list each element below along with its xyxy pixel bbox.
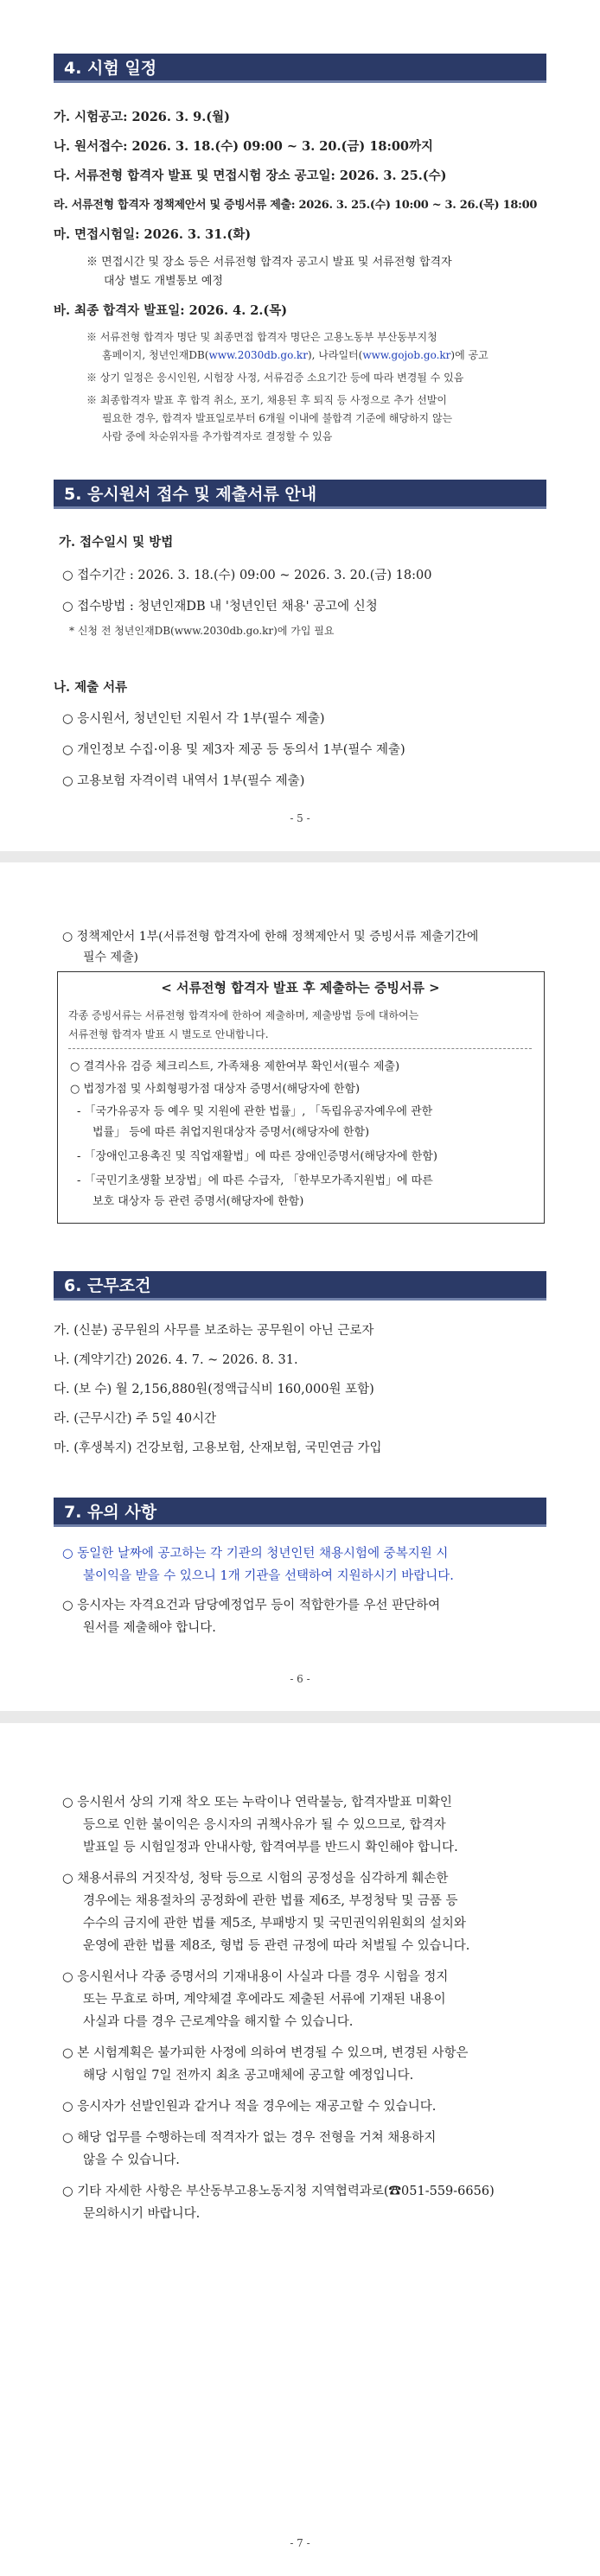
policy-proposal-line2: 필수 제출) <box>83 951 139 964</box>
notice-4-line3: 수수의 금지에 관한 법률 제5조, 부패방지 및 국민권익위원회의 설치와 <box>83 1917 466 1930</box>
box-item-3-line2: 법률」 등에 따른 취업지원대상자 증명서(해당자에 한함) <box>93 1126 370 1139</box>
notice-5-line3: 사실과 다를 경우 근로계약을 해지할 수 있습니다. <box>83 2015 354 2029</box>
link-2030db[interactable]: www.2030db.go.kr <box>208 349 308 361</box>
section-4-title: 4. 시험 일정 <box>54 54 546 83</box>
box-note-line1: 각종 증빙서류는 서류전형 합격자에 한하여 제출하며, 제출방법 등에 대하여는 <box>68 1009 419 1021</box>
notice-6-line2: 해당 시험일 7일 전까지 최초 공고매체에 공고할 예정입니다. <box>83 2069 414 2083</box>
interview-date: 마. 면접시험일: 2026. 3. 31.(화) <box>54 227 252 242</box>
notice-3-line3: 발표일 등 시험일정과 안내사항, 합격여부를 반드시 확인해야 합니다. <box>83 1841 458 1854</box>
interview-note-line2: 대상 별도 개별통보 예정 <box>104 275 223 288</box>
box-item-3-line1: - 「국가유공자 등 예우 및 지원에 관한 법률」, 「독립유공자예우에 관한 <box>77 1105 433 1118</box>
notice-3-line2: 등으로 인한 불이익은 응시자의 귀책사유가 될 수 있으므로, 합격자 <box>83 1818 446 1832</box>
submission-method: ○ 접수방법 : 청년인재DB 내 '청년인턴 채용' 공고에 신청 <box>62 600 378 614</box>
submission-method-heading: 가. 접수일시 및 방법 <box>59 535 174 550</box>
final-note1-text-b: ), 나라일터( <box>307 349 363 361</box>
evidence-documents-box <box>57 971 545 1224</box>
submission-period: ○ 접수기간 : 2026. 3. 18.(수) 09:00 ~ 2026. 3. 20.(금) 18:00 <box>62 569 432 582</box>
final-note3-line3: 사람 중에 차순위자를 추가합격자로 결정할 수 있음 <box>102 430 333 442</box>
notice-5-line2: 또는 무효로 하며, 계약체결 후에라도 제출된 서류에 기재된 내용이 <box>83 1993 446 2007</box>
document-item-3: ○ 고용보험 자격이력 내역서 1부(필수 제출) <box>62 774 305 788</box>
work-status: 가. (신분) 공무원의 사무를 보조하는 공무원이 아닌 근로자 <box>54 1324 374 1338</box>
notice-7: ○ 응시자가 선발인원과 같거나 적을 경우에는 재공고할 수 있습니다. <box>62 2100 437 2114</box>
submission-note: * 신청 전 청년인재DB(www.2030db.go.kr)에 가입 필요 <box>69 625 335 637</box>
box-item-1: ○ 결격사유 검증 체크리스트, 가족채용 제한여부 확인서(필수 제출) <box>70 1060 400 1073</box>
document-result-date: 다. 서류전형 합격자 발표 및 면접시험 장소 공고일: 2026. 3. 25.(수) <box>54 169 447 183</box>
box-note-line2: 서류전형 합격자 발표 시 별도로 안내합니다. <box>68 1028 269 1040</box>
contract-period: 나. (계약기간) 2026. 4. 7. ~ 2026. 8. 31. <box>54 1353 298 1367</box>
final-note3-line1: ※ 최종합격자 발표 후 합격 취소, 포기, 채용된 후 퇴직 등 사정으로 추가 선발이 <box>86 394 447 406</box>
notice-4-line2: 경우에는 채용절차의 공정화에 관한 법률 제6조, 부정청탁 및 금품 등 <box>83 1894 458 1908</box>
page-number-6: - 6 - <box>290 1673 310 1685</box>
notice-8-line2: 않을 수 있습니다. <box>83 2153 180 2167</box>
interview-note-line1: ※ 면접시간 및 장소 등은 서류전형 합격자 공고시 발표 및 서류전형 합격자 <box>86 256 452 269</box>
page-6 <box>0 862 600 1711</box>
notice-2-line1: ○ 응시자는 자격요건과 담당예정업무 등이 적합한가를 우선 판단하여 <box>62 1599 441 1612</box>
notice-4-line1: ○ 채용서류의 거짓작성, 청탁 등으로 시험의 공정성을 심각하게 훼손한 <box>62 1872 449 1886</box>
notice-3-line1: ○ 응시원서 상의 기재 착오 또는 누락이나 연락불능, 합격자발표 미확인 <box>62 1796 452 1810</box>
section-7-title: 7. 유의 사항 <box>54 1498 546 1527</box>
notice-2-line2: 원서를 제출해야 합니다. <box>83 1621 216 1635</box>
box-item-2: ○ 법정가점 및 사회형평가점 대상자 증명서(해당자에 한함) <box>70 1083 361 1096</box>
work-hours: 라. (근무시간) 주 5일 40시간 <box>54 1412 217 1426</box>
notice-1-line2: 불이익을 받을 수 있으니 1개 기관을 선택하여 지원하시기 바랍니다. <box>83 1569 454 1583</box>
document-item-1: ○ 응시원서, 청년인턴 지원서 각 1부(필수 제출) <box>62 712 325 726</box>
notice-5-line1: ○ 응시원서나 각종 증명서의 기재내용이 사실과 다를 경우 시험을 정지 <box>62 1970 449 1984</box>
box-item-4: - 「장애인고용촉진 및 직업재활법」에 따른 장애인증명서(해당자에 한함) <box>77 1150 437 1163</box>
notice-4-line4: 운영에 관한 법률 제8조, 형법 등 관련 규정에 따라 처벌될 수 있습니다. <box>83 1939 470 1953</box>
salary: 다. (보 수) 월 2,156,880원(정액급식비 160,000원 포함) <box>54 1383 374 1396</box>
notice-9-line1: ○ 기타 자세한 사항은 부산동부고용노동지청 지역협력과로(☎051-559-6656) <box>62 2185 495 2198</box>
box-item-5-line1: - 「국민기초생활 보장법」에 따른 수급자, 「한부모가족지원법」에 따른 <box>77 1174 433 1187</box>
final-note3-line2: 필요한 경우, 합격자 발표일로부터 6개월 이내에 불합격 기준에 해당하지 않는 <box>102 412 453 424</box>
link-gojob[interactable]: www.gojob.go.kr <box>362 349 451 361</box>
section-5-title: 5. 응시원서 접수 및 제출서류 안내 <box>54 480 546 509</box>
documents-heading: 나. 제출 서류 <box>54 680 128 695</box>
page-5 <box>0 0 600 851</box>
final-note1-text-c: )에 공고 <box>450 349 488 361</box>
notice-8-line1: ○ 해당 업무를 수행하는데 적격자가 없는 경우 전형을 거쳐 채용하지 <box>62 2131 437 2145</box>
page-number-5: - 5 - <box>290 812 310 824</box>
box-title: < 서류전형 합격자 발표 후 제출하는 증빙서류 > <box>161 980 440 995</box>
page-number-7: - 7 - <box>290 2537 310 2549</box>
welfare: 마. (후생복지) 건강보험, 고용보험, 산재보험, 국민연금 가입 <box>54 1441 382 1455</box>
final-note1-line2 <box>102 347 488 364</box>
notice-1-line1: ○ 동일한 날짜에 공고하는 각 기관의 청년인턴 채용시험에 중복지원 시 <box>62 1547 449 1561</box>
box-note-area <box>68 1005 532 1049</box>
policy-proposal-line1: ○ 정책제안서 1부(서류전형 합격자에 한해 정책제안서 및 증빙서류 제출기간에 <box>62 930 479 944</box>
notice-9-line2: 문의하시기 바랍니다. <box>83 2207 201 2221</box>
final-note1-text-a: 홈페이지, 청년인재DB( <box>102 349 209 361</box>
exam-notice-date: 가. 시험공고: 2026. 3. 9.(월) <box>54 110 231 124</box>
application-period: 나. 원서접수: 2026. 3. 18.(수) 09:00 ~ 3. 20.(금) 18:00까지 <box>54 139 434 154</box>
page-7 <box>0 1723 600 2576</box>
final-note1-line1: ※ 서류전형 합격자 명단 및 최종면접 합격자 명단은 고용노동부 부산동부지청 <box>86 331 437 343</box>
final-note2: ※ 상기 일정은 응시인원, 시험장 사정, 서류검증 소요기간 등에 따라 변경될 수 있음 <box>86 372 464 384</box>
notice-6-line1: ○ 본 시험계획은 불가피한 사정에 의하여 변경될 수 있으며, 변경된 사항은 <box>62 2046 469 2060</box>
final-result-date: 바. 최종 합격자 발표일: 2026. 4. 2.(목) <box>54 303 288 318</box>
section-6-title: 6. 근무조건 <box>54 1271 546 1301</box>
box-item-5-line2: 보호 대상자 등 관련 증명서(해당자에 한함) <box>93 1195 304 1208</box>
document-item-2: ○ 개인정보 수집·이용 및 제3자 제공 등 동의서 1부(필수 제출) <box>62 743 405 757</box>
policy-proposal-period: 라. 서류전형 합격자 정책제안서 및 증빙서류 제출: 2026. 3. 25.(수) 10:00 ~ 3. 26.(목) 18:00 <box>54 199 538 212</box>
